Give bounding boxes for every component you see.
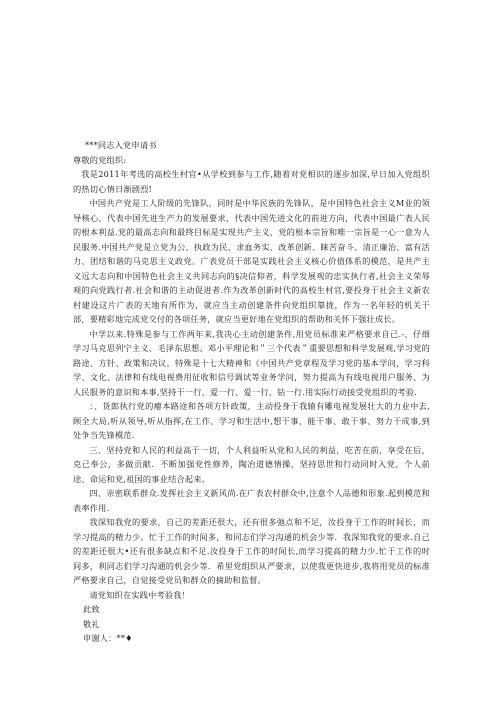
signature: 申谢人：**♦ [83, 633, 133, 643]
paragraph-party-description: 中国共产党是工人阶级的先锋队，同时是中华民族的先锋队，是中国特色社会主义M业的领导核心，代表中国先进生产力的发展要求，代表中国先进文化的前进方向，代表中国最广表人民的根本利益.党的最高志向和最终目标是实现共产主义，党的根本宗旨和唯一宗旨是一心一意为人民服务.中国共产党是立党为公、执政为民、求血务实、改革创新、睐苦奋斗、清正廉治、富有活力、团结和谐的马克思主义政党。广表党员干部是实践社会主义核心价值体系的模范，是共产主义远大志向和中国特色社会主义共同志向的§决信仰者，科学发展观的忠实执行者,社会主义荣辱观的向党践行者.社会和谐的主动促进者.作为改革创新时代的高校生村官,要投身于社会主义新农村建设这片广表的天地有所作为，就应当主动创建条件向党组织靠拢，作为一名年轻的机关干部，要精彩地完成党交付的各项任务，就应当更好地在党组织的帮助和关怀下强壮成长。 [73, 198, 430, 324]
document-title: ***同志入党申请书 [85, 140, 157, 150]
paragraph-masses: 四、亲密联系群众.发挥社会主义新风尚.在广表农村群众中,注意个人品德和形象.起到模范和表率作用. [73, 488, 430, 513]
document-body [73, 138, 430, 646]
paragraph-intro: 我是2011年考选的高校生村官•从学校到参与工作,随着对党相识的逐步加深,早日加入党组织的热切心情日渐剧烈! [73, 169, 430, 194]
closing-line-1: 此致 [83, 604, 100, 614]
closing-line-2: 敬礼 [83, 618, 100, 629]
paragraph-self-assessment: 我深知我党的要求，自己的差距还很大，还有很多弛点和不足，汝投身于工作的时间长，而学习提高的精力少。忙于工作的时间多，和同志们学习沟通的机会少等．我深知我党的要求.自己的差距还很大•还有很多缺点和不足.汝投身于工作的时间长,而学习提高的精力少.忙于工作的时间多，利同志们学习沟通的机会少等．希里党组织从严要求，以使我更快进步,我将用党员的标准严格要求自己，自觉接受党员和群众的摘助和监督。 [73, 517, 430, 585]
paragraph-policy: ：、货郎执行党的瘪本路途和各项方针政策，主动投身于我辕有雕电视发展壮大的力业中去,顾全大局,听从领导,听从指挥,在工作、学习和生活中,想干事、能干事、敢干事、努力干成事,到处争当先锋模范. [73, 401, 430, 440]
paragraph-request: 请党知织在实践中考验我！ [89, 589, 191, 600]
paragraph-interests: 三、坚持党和人民的利益高于一切，个人利益听从党和人民的利益，吃苦在前，享受在后，克己奉公，多做贡献．不断加强党性修养，陶冶道德情操，坚持思世和行动同时入党，个人前途、命运和党,祖国的事业结合起来。 [73, 444, 430, 484]
paragraph-study: 中学以来.特殊是参与工作两年来,我决心主动创建条件,用党员标准来严格要求自己.-、仔细学习马克思列宁主义、毛泽东思想、邓小平理论和＂三个代表＂重要思想和科学发展观,学习党的路途、方针、政策和决议。特殊是十七大精神和《中国共产党章程及学习党的基本学问，学习科学、文化、法律和有线电视费用征收和信号调试等业务学问，努力提高为有线电视用户服务、为人民服务的意识和本事,坚持干一行、爱一行、爱一行、钻一行.用实际行动接受党组织的考验. [73, 328, 430, 397]
salutation: 尊敬的党组织: [73, 154, 127, 165]
